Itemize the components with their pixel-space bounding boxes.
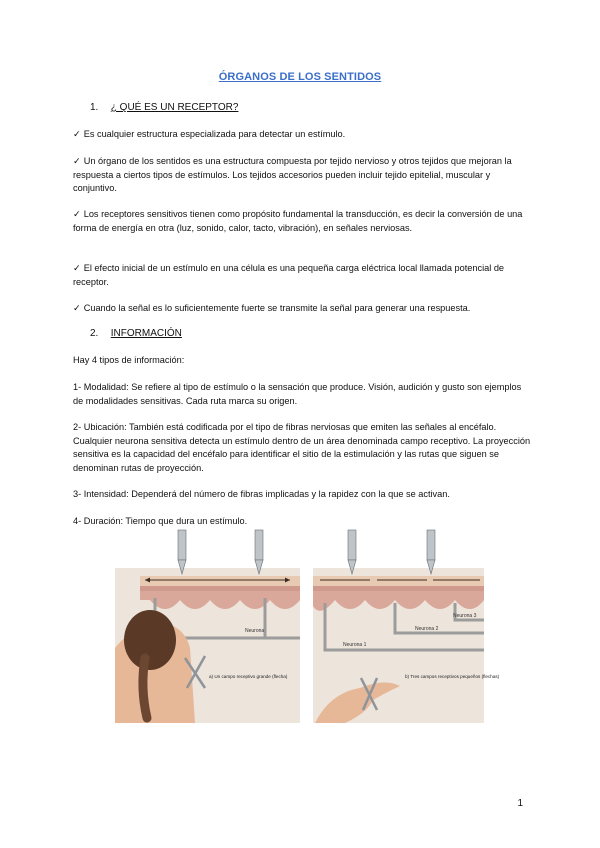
receptive-field-illustration xyxy=(115,528,500,723)
label-neurona: Neurona xyxy=(245,628,265,634)
label-neurona-2: Neurona 2 xyxy=(415,626,439,632)
bullet-text: El efecto inicial de un estímulo en una célula es una pequeña carga eléctrica local llamada potencial de receptor. xyxy=(73,263,505,287)
section-number: 1. xyxy=(90,102,99,113)
bullet-paragraph xyxy=(73,302,533,316)
check-icon: ✓ xyxy=(73,263,81,273)
info-intro: Hay 4 tipos de información: xyxy=(73,355,185,365)
bullet-paragraph xyxy=(73,262,533,289)
bullet-paragraph xyxy=(73,128,533,142)
label-neurona-1: Neurona 1 xyxy=(343,642,367,648)
info-item: 2- Ubicación: También está codificada por el tipo de fibras nerviosas que emiten las señales al encéfalo. Cualquier neurona sensitiva detecta un estímulo dentro de un área denominada campo receptivo. La proyección sensitiva es la capacidad del encéfalo para identificar el sitio de la estimulación y las rutas que siguen se denominan rutas de proyección. xyxy=(73,422,531,473)
bullet-text: Los receptores sensitivos tienen como propósito fundamental la transducción, es decir la conversión de una forma de energía en otra (luz, sonido, calor, tacto, vibración), en señales nerviosas. xyxy=(73,209,523,233)
page-number: 1 xyxy=(517,798,523,809)
bullet-text: Es cualquier estructura especializada para detectar un estímulo. xyxy=(83,129,346,139)
info-item: 1- Modalidad: Se refiere al tipo de estímulo o la sensación que produce. Visión, audición y gusto son ejemplos de modalidades sensitivas. Cada ruta marca su origen. xyxy=(73,382,522,406)
info-item: 3- Intensidad: Dependerá del número de fibras implicadas y la rapidez con la que se activan. xyxy=(73,489,450,499)
label-neurona-3: Neurona 3 xyxy=(453,613,477,619)
check-icon: ✓ xyxy=(73,129,81,139)
info-item: 4- Duración: Tiempo que dura un estímulo. xyxy=(73,516,248,526)
section-label: INFORMACIÓN xyxy=(110,328,182,339)
caption-a: a) Un campo receptivo grande (flecha) xyxy=(209,674,288,679)
page-title: ÓRGANOS DE LOS SENTIDOS xyxy=(218,71,382,83)
section-label: ¿ QUÉ ES UN RECEPTOR? xyxy=(110,102,239,113)
section-heading-informacion xyxy=(90,328,182,339)
caption-b: b) Tres campos receptivos pequeños (flechas) xyxy=(405,674,500,679)
check-icon: ✓ xyxy=(73,156,81,166)
check-icon: ✓ xyxy=(73,303,81,313)
section-number: 2. xyxy=(90,328,99,339)
check-icon: ✓ xyxy=(73,209,81,219)
bullet-paragraph xyxy=(73,155,533,196)
bullet-text: Un órgano de los sentidos es una estructura compuesta por tejido nervioso y otros tejidos que mejoran la respuesta a ciertos tipos de estímulos. Los tejidos accesorios pueden incluir tejido epitelial, muscular y conjuntivo. xyxy=(73,156,512,193)
bullet-paragraph xyxy=(73,208,533,235)
section-heading-receptor xyxy=(90,102,238,113)
bullet-text: Cuando la señal es lo suficientemente fuerte se transmite la señal para generar una respuesta. xyxy=(83,303,471,313)
